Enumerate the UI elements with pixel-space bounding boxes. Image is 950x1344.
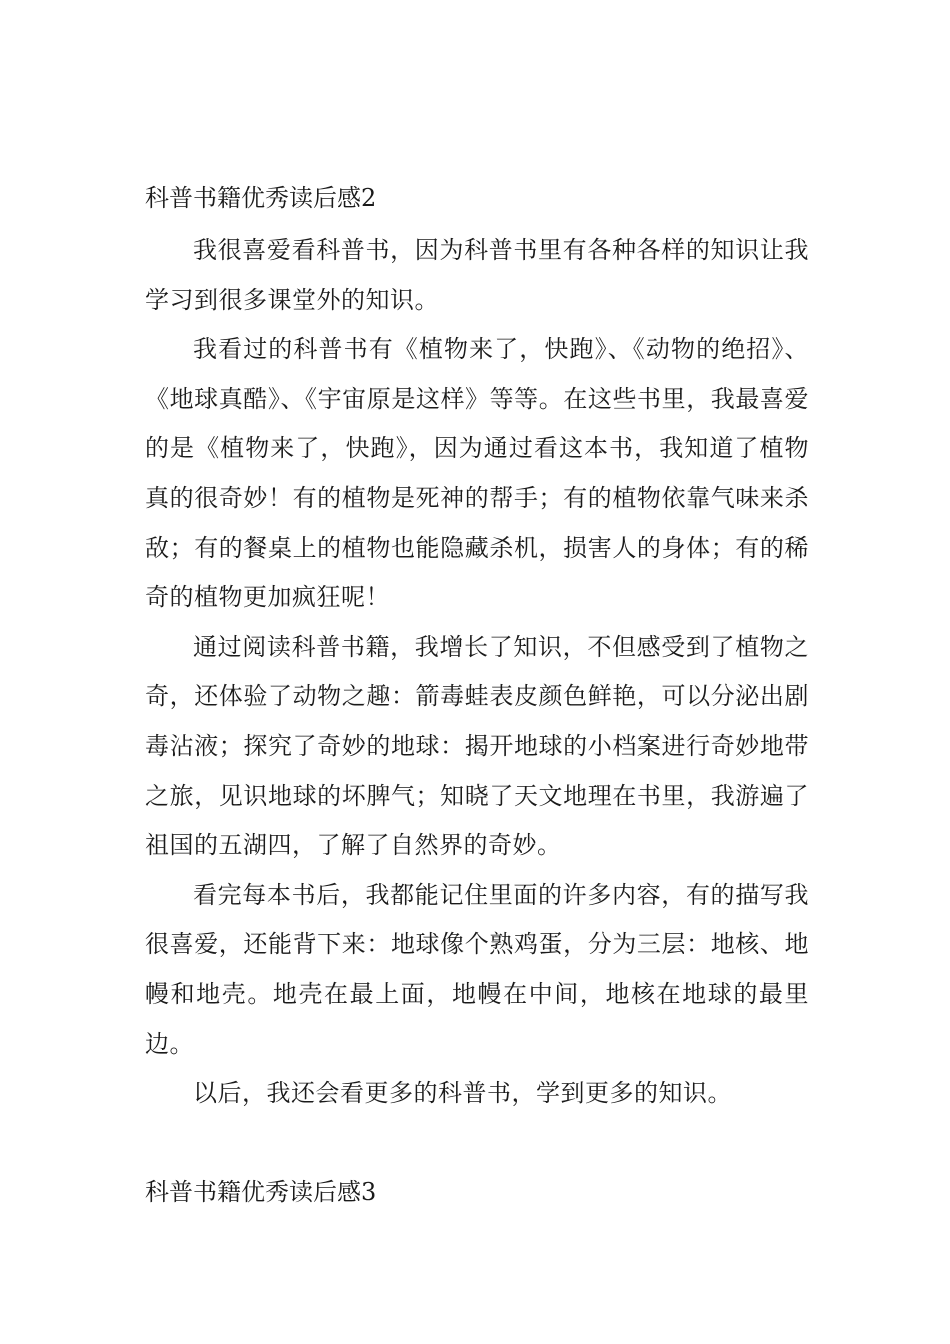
paragraph-2: 我看过的科普书有《植物来了，快跑》、《动物的绝招》、《地球真酷》、《宇宙原是这样》等等。在这些书里，我最喜爱的是《植物来了，快跑》，因为通过看这本书，我知道了植物真的很奇妙！有的植物是死神的帮手；有的植物依靠气味来杀敌；有的餐桌上的植物也能隐藏杀机，损害人的身体；有的稀奇的植物更加疯狂呢！ xyxy=(145,335,809,612)
paragraph-5: 以后，我还会看更多的科普书，学到更多的知识。 xyxy=(193,1079,732,1108)
document-content xyxy=(145,180,809,1220)
paragraph-3: 通过阅读科普书籍，我增长了知识，不但感受到了植物之奇，还体验了动物之趣：箭毒蛙表皮颜色鲜艳，可以分泌出剧毒沾液；探究了奇妙的地球：揭开地球的小档案进行奇妙地带之旅，见识地球的坏脾气；知晓了天文地理在书里，我游遍了祖国的五湖四，了解了自然界的奇妙。 xyxy=(145,632,809,860)
paragraph-1: 我很喜爱看科普书，因为科普书里有各种各样的知识让我学习到很多课堂外的知识。 xyxy=(145,236,809,314)
paragraph-4: 看完每本书后，我都能记住里面的许多内容，有的描写我很喜爱，还能背下来：地球像个熟鸡蛋，分为三层：地核、地幔和地壳。地壳在最上面，地幔在中间，地核在地球的最里边。 xyxy=(145,880,809,1058)
section-2-title: 科普书籍优秀读后感2 xyxy=(145,184,377,212)
section-3-title: 科普书籍优秀读后感3 xyxy=(145,1177,377,1206)
